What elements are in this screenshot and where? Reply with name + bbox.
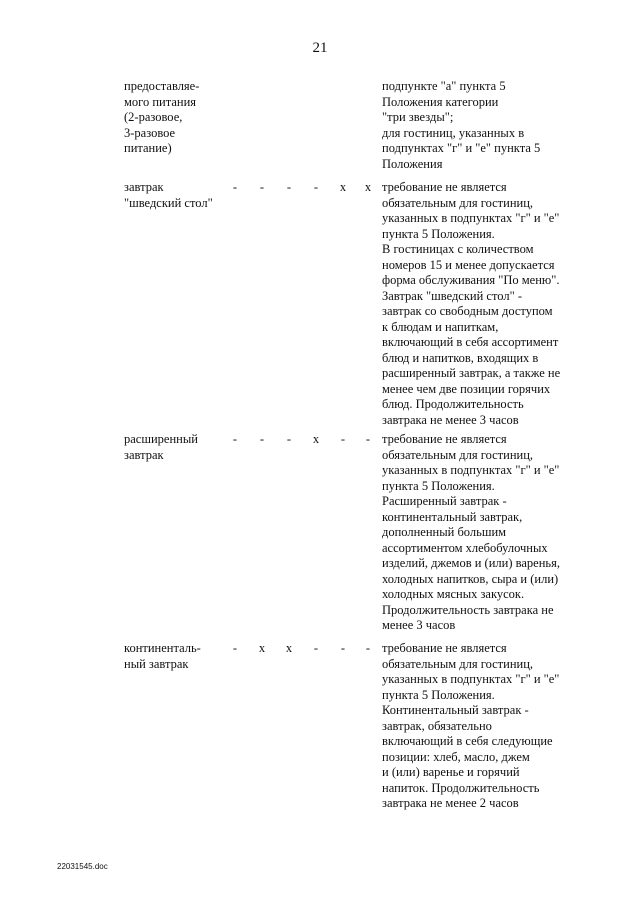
row-name: континенталь- ный завтрак: [124, 641, 201, 671]
row-name: завтрак "шведский стол": [124, 180, 213, 210]
mark-1: -: [232, 180, 238, 194]
row-name: предоставляе- мого питания (2-разовое, 3-разовое питание): [124, 79, 200, 155]
row-note: подпункте "а" пункта 5 Положения категории "три звезды"; для гостиниц, указанных в подпунктах "г" и "е" пункта 5 Положения: [382, 79, 541, 171]
mark-6: x: [364, 180, 372, 194]
mark-4: x: [312, 432, 320, 446]
mark-6: -: [365, 641, 371, 655]
mark-4: -: [313, 180, 319, 194]
page-number: 21: [312, 40, 328, 56]
document-filename: 22031545.doc: [57, 862, 108, 871]
mark-5: x: [339, 180, 347, 194]
row-name: расширенный завтрак: [124, 432, 198, 462]
row-note: требование не является обязательным для гостиниц, указанных в подпунктах "г" и "е" пункта 5 Положения. В гостиницах с количеством номеров 15 и менее допускается форма обслуживания "По меню". Завтрак "шведский стол" - завтрак со свободным доступом к блюдам и напиткам, включающий в себя ассортимент блюд и напитков, входящих в расширенный завтрак, а также не менее чем две позиции горячих блюд. Продолжительность завтрака не менее 3 часов: [382, 180, 561, 427]
mark-2: -: [259, 180, 265, 194]
row-note: требование не является обязательным для гостиниц, указанных в подпунктах "г" и "е" пункта 5 Положения. Расширенный завтрак - континентальный завтрак, дополненный большим ассортиментом хлебобулочных изделий, джемов и (или) варенья, холодных напитков, сыра и (или) холодных мясных закусок. Продолжительность завтрака не менее 3 часов: [382, 432, 560, 632]
mark-2: x: [258, 641, 266, 655]
mark-6: -: [365, 432, 371, 446]
mark-3: -: [286, 432, 292, 446]
mark-3: -: [286, 180, 292, 194]
mark-5: -: [340, 641, 346, 655]
mark-3: x: [285, 641, 293, 655]
mark-1: -: [232, 641, 238, 655]
mark-5: -: [340, 432, 346, 446]
row-note: требование не является обязательным для гостиниц, указанных в подпунктах "г" и "е" пункта 5 Положения. Континентальный завтрак - завтрак, обязательно включающий в себя следующие позиции: хлеб, масло, джем и (или) варенье и горячий напиток. Продолжительность завтрака не менее 2 часов: [382, 641, 560, 810]
mark-1: -: [232, 432, 238, 446]
mark-2: -: [259, 432, 265, 446]
mark-4: -: [313, 641, 319, 655]
